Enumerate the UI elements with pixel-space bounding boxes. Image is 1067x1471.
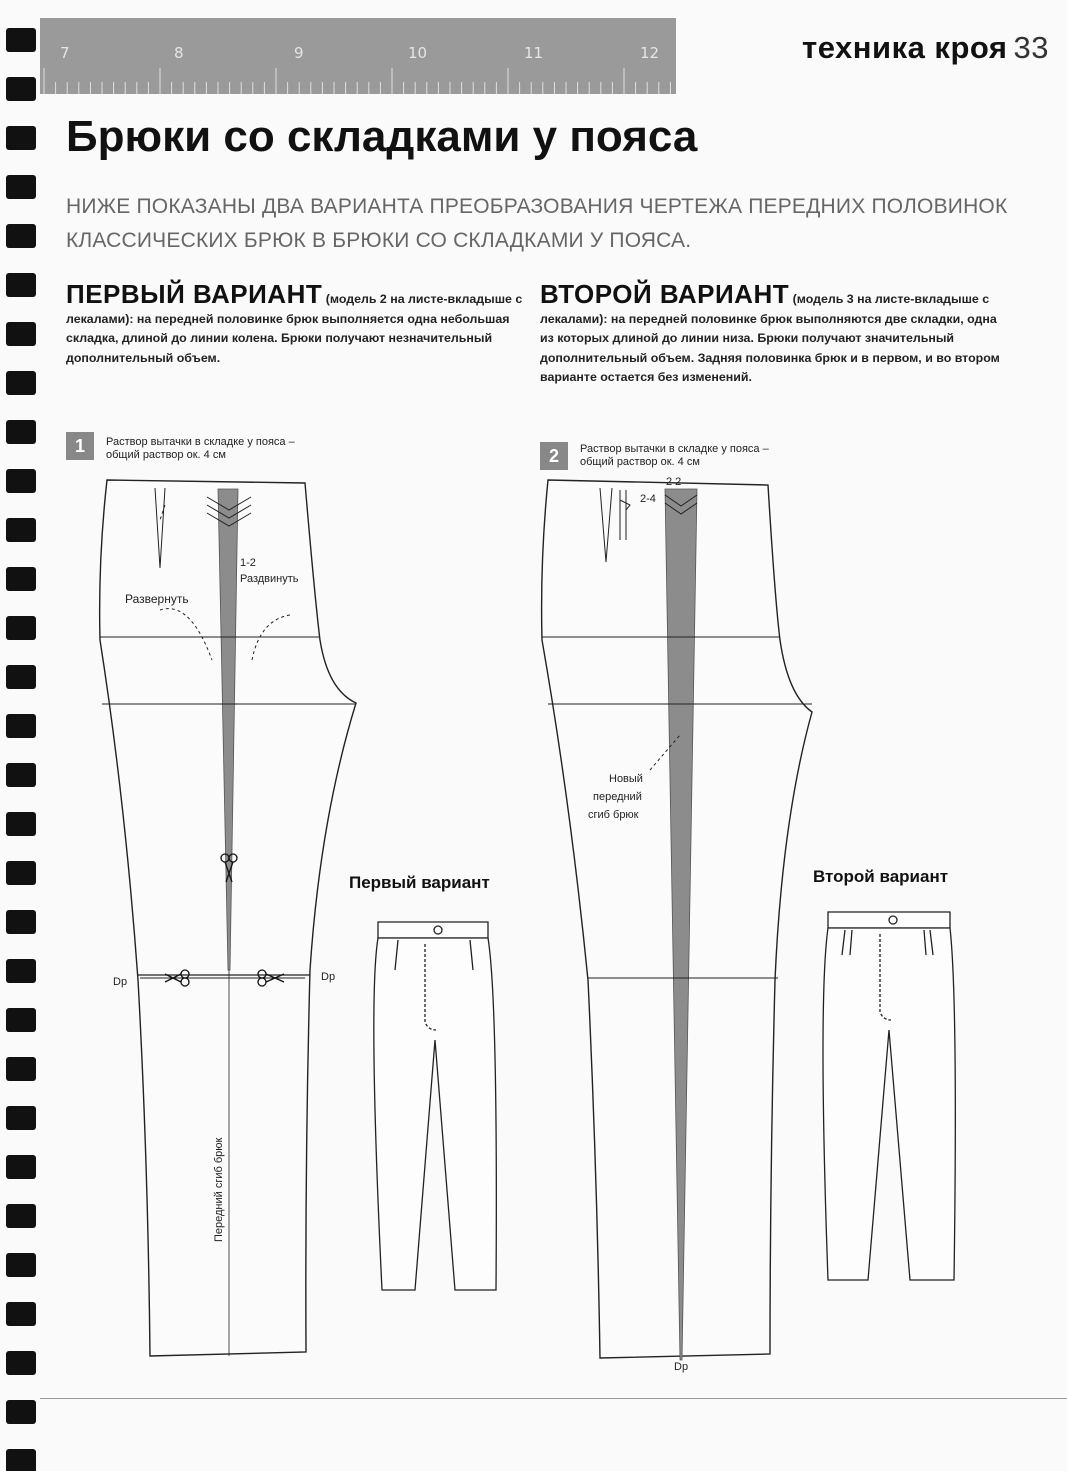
label-new-fold-3: сгиб брюк xyxy=(588,809,639,821)
ruler-number: 12 xyxy=(640,44,660,62)
label-razdvinut: Раздвинуть xyxy=(240,573,299,585)
variant1-text: (модель 2 на листе-вкладыше с лекалами): на передней половинке брюк выполняется одна небольшая складка, длиной до линии колена. Брюки получают незначительный дополнительный объем. xyxy=(66,292,523,365)
step1-badge: 1 xyxy=(66,432,94,460)
intro-text: НИЖЕ ПОКАЗАНЫ ДВА ВАРИАНТА ПРЕОБРАЗОВАНИЯ ЧЕРТЕЖА ПЕРЕДНИХ ПОЛОВИНОК КЛАССИЧЕСКИХ БРЮК В БРЮКИ СО СКЛАДКАМИ У ПОЯСА. xyxy=(66,195,1008,252)
ruler-number: 7 xyxy=(60,44,70,62)
pattern-1 xyxy=(100,480,356,1356)
section-title: техника кроя xyxy=(802,30,1008,65)
label-2-4: 2-4 xyxy=(640,493,656,505)
bottom-rule xyxy=(40,1398,1067,1399)
ruler-number: 10 xyxy=(408,44,428,62)
step2-badge: 2 xyxy=(540,442,568,470)
caption-second-variant: Второй вариант xyxy=(813,867,949,886)
pattern-2 xyxy=(542,480,812,1360)
caption-first-variant: Первый вариант xyxy=(349,873,490,892)
label-new-fold-1: Новый xyxy=(609,773,643,785)
label-dp-left: Dp xyxy=(113,976,128,988)
ruler-number: 8 xyxy=(174,44,184,62)
label-dp-right: Dp xyxy=(321,971,336,983)
page-number: 33 xyxy=(1013,30,1049,65)
step2-note-line1: Раствор вытачки в складке у пояса – xyxy=(580,443,769,455)
step1-note-line2: общий раствор ок. 4 см xyxy=(106,449,226,461)
page-title: Брюки со складками у пояса xyxy=(66,112,698,161)
label-2-2: 2 2 xyxy=(666,476,682,488)
label-new-fold-2: передний xyxy=(593,791,642,803)
step1-note-line1: Раствор вытачки в складке у пояса – xyxy=(106,436,295,448)
label-front-fold: Передний сгиб брюк xyxy=(213,1137,225,1242)
step2-note-line2: общий раствор ок. 4 см xyxy=(580,456,700,468)
label-1-2: 1-2 xyxy=(240,557,256,569)
trousers-illustration-1 xyxy=(374,922,497,1290)
label-dp-bottom: Dp xyxy=(674,1361,689,1373)
trousers-illustration-2 xyxy=(823,912,955,1280)
variant2-heading: ВТОРОЙ ВАРИАНТ xyxy=(540,279,790,309)
ruler-number: 11 xyxy=(524,44,544,62)
label-razvernut: Развернуть xyxy=(125,592,189,606)
variant1-heading: ПЕРВЫЙ ВАРИАНТ xyxy=(66,279,323,309)
variant2-text: (модель 3 на листе-вкладыше с лекалами): на передней половинке брюк выполняются две складки, одна из которых длиной до линии низа. Брюки получают значительный дополнительный объем. Задняя половинка брюк и в первом, и во втором варианте остается без изменений. xyxy=(540,292,1000,384)
ruler-number: 9 xyxy=(294,44,304,62)
